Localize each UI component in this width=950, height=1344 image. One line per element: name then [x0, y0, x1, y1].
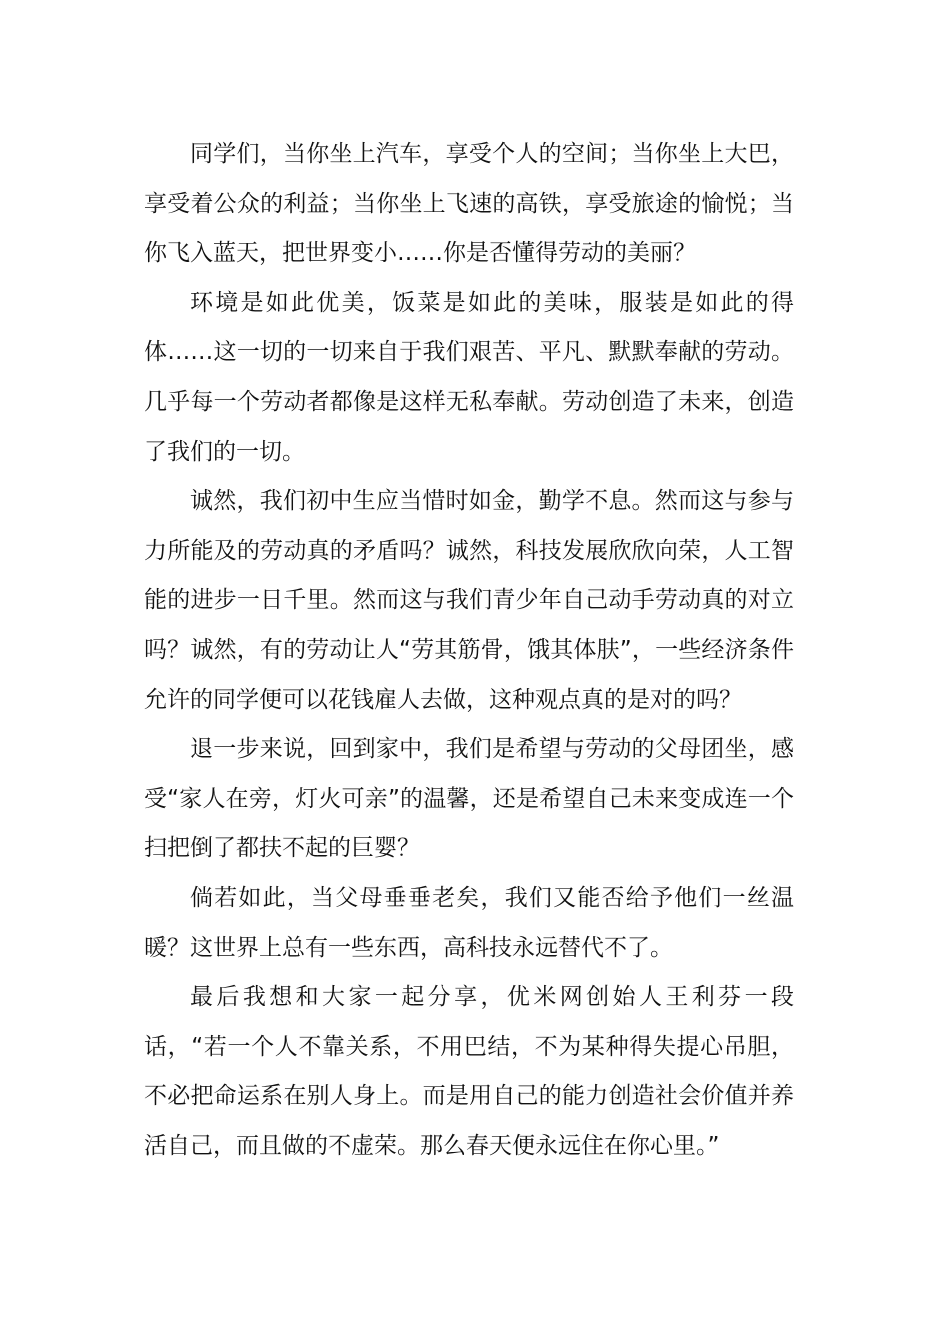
- paragraph-3: 诚然，我们初中生应当惜时如金，勤学不息。然而这与参与力所能及的劳动真的矛盾吗？诚然，科技发展欣欣向荣，人工智能的进步一日千里。然而这与我们青少年自己动手劳动真的对立吗？诚然，有的劳动让人“劳其筋骨，饿其体肤”，一些经济条件允许的同学便可以花钱雇人去做，这种观点真的是对的吗？: [144, 488, 794, 713]
- paragraph-5: 倘若如此，当父母垂垂老矣，我们又能否给予他们一丝温暖？这世界上总有一些东西，高科技永远替代不了。: [144, 884, 794, 961]
- paragraph-1: 同学们，当你坐上汽车，享受个人的空间；当你坐上大巴，享受着公众的利益；当你坐上飞速的高铁，享受旅途的愉悦；当你飞入蓝天，把世界变小……你是否懂得劳动的美丽？: [144, 141, 794, 267]
- essay-body: [144, 130, 794, 1171]
- paragraph-6: 最后我想和大家一起分享，优米网创始人王利芬一段话，“若一个人不靠关系，不用巴结，不为某种得失提心吊胆，不必把命运系在别人身上。而是用自己的能力创造社会价值并养活自己，而且做的不虚荣。那么春天便永远住在你心里。”: [144, 984, 794, 1159]
- paragraph-2: 环境是如此优美，饭菜是如此的美味，服装是如此的得体……这一切的一切来自于我们艰苦、平凡、默默奉献的劳动。几乎每一个劳动者都像是这样无私奉献。劳动创造了未来，创造了我们的一切。: [144, 289, 794, 465]
- paragraph-4: 退一步来说，回到家中，我们是希望与劳动的父母团坐，感受“家人在旁，灯火可亲”的温馨，还是希望自己未来变成连一个扫把倒了都扶不起的巨婴？: [144, 736, 794, 862]
